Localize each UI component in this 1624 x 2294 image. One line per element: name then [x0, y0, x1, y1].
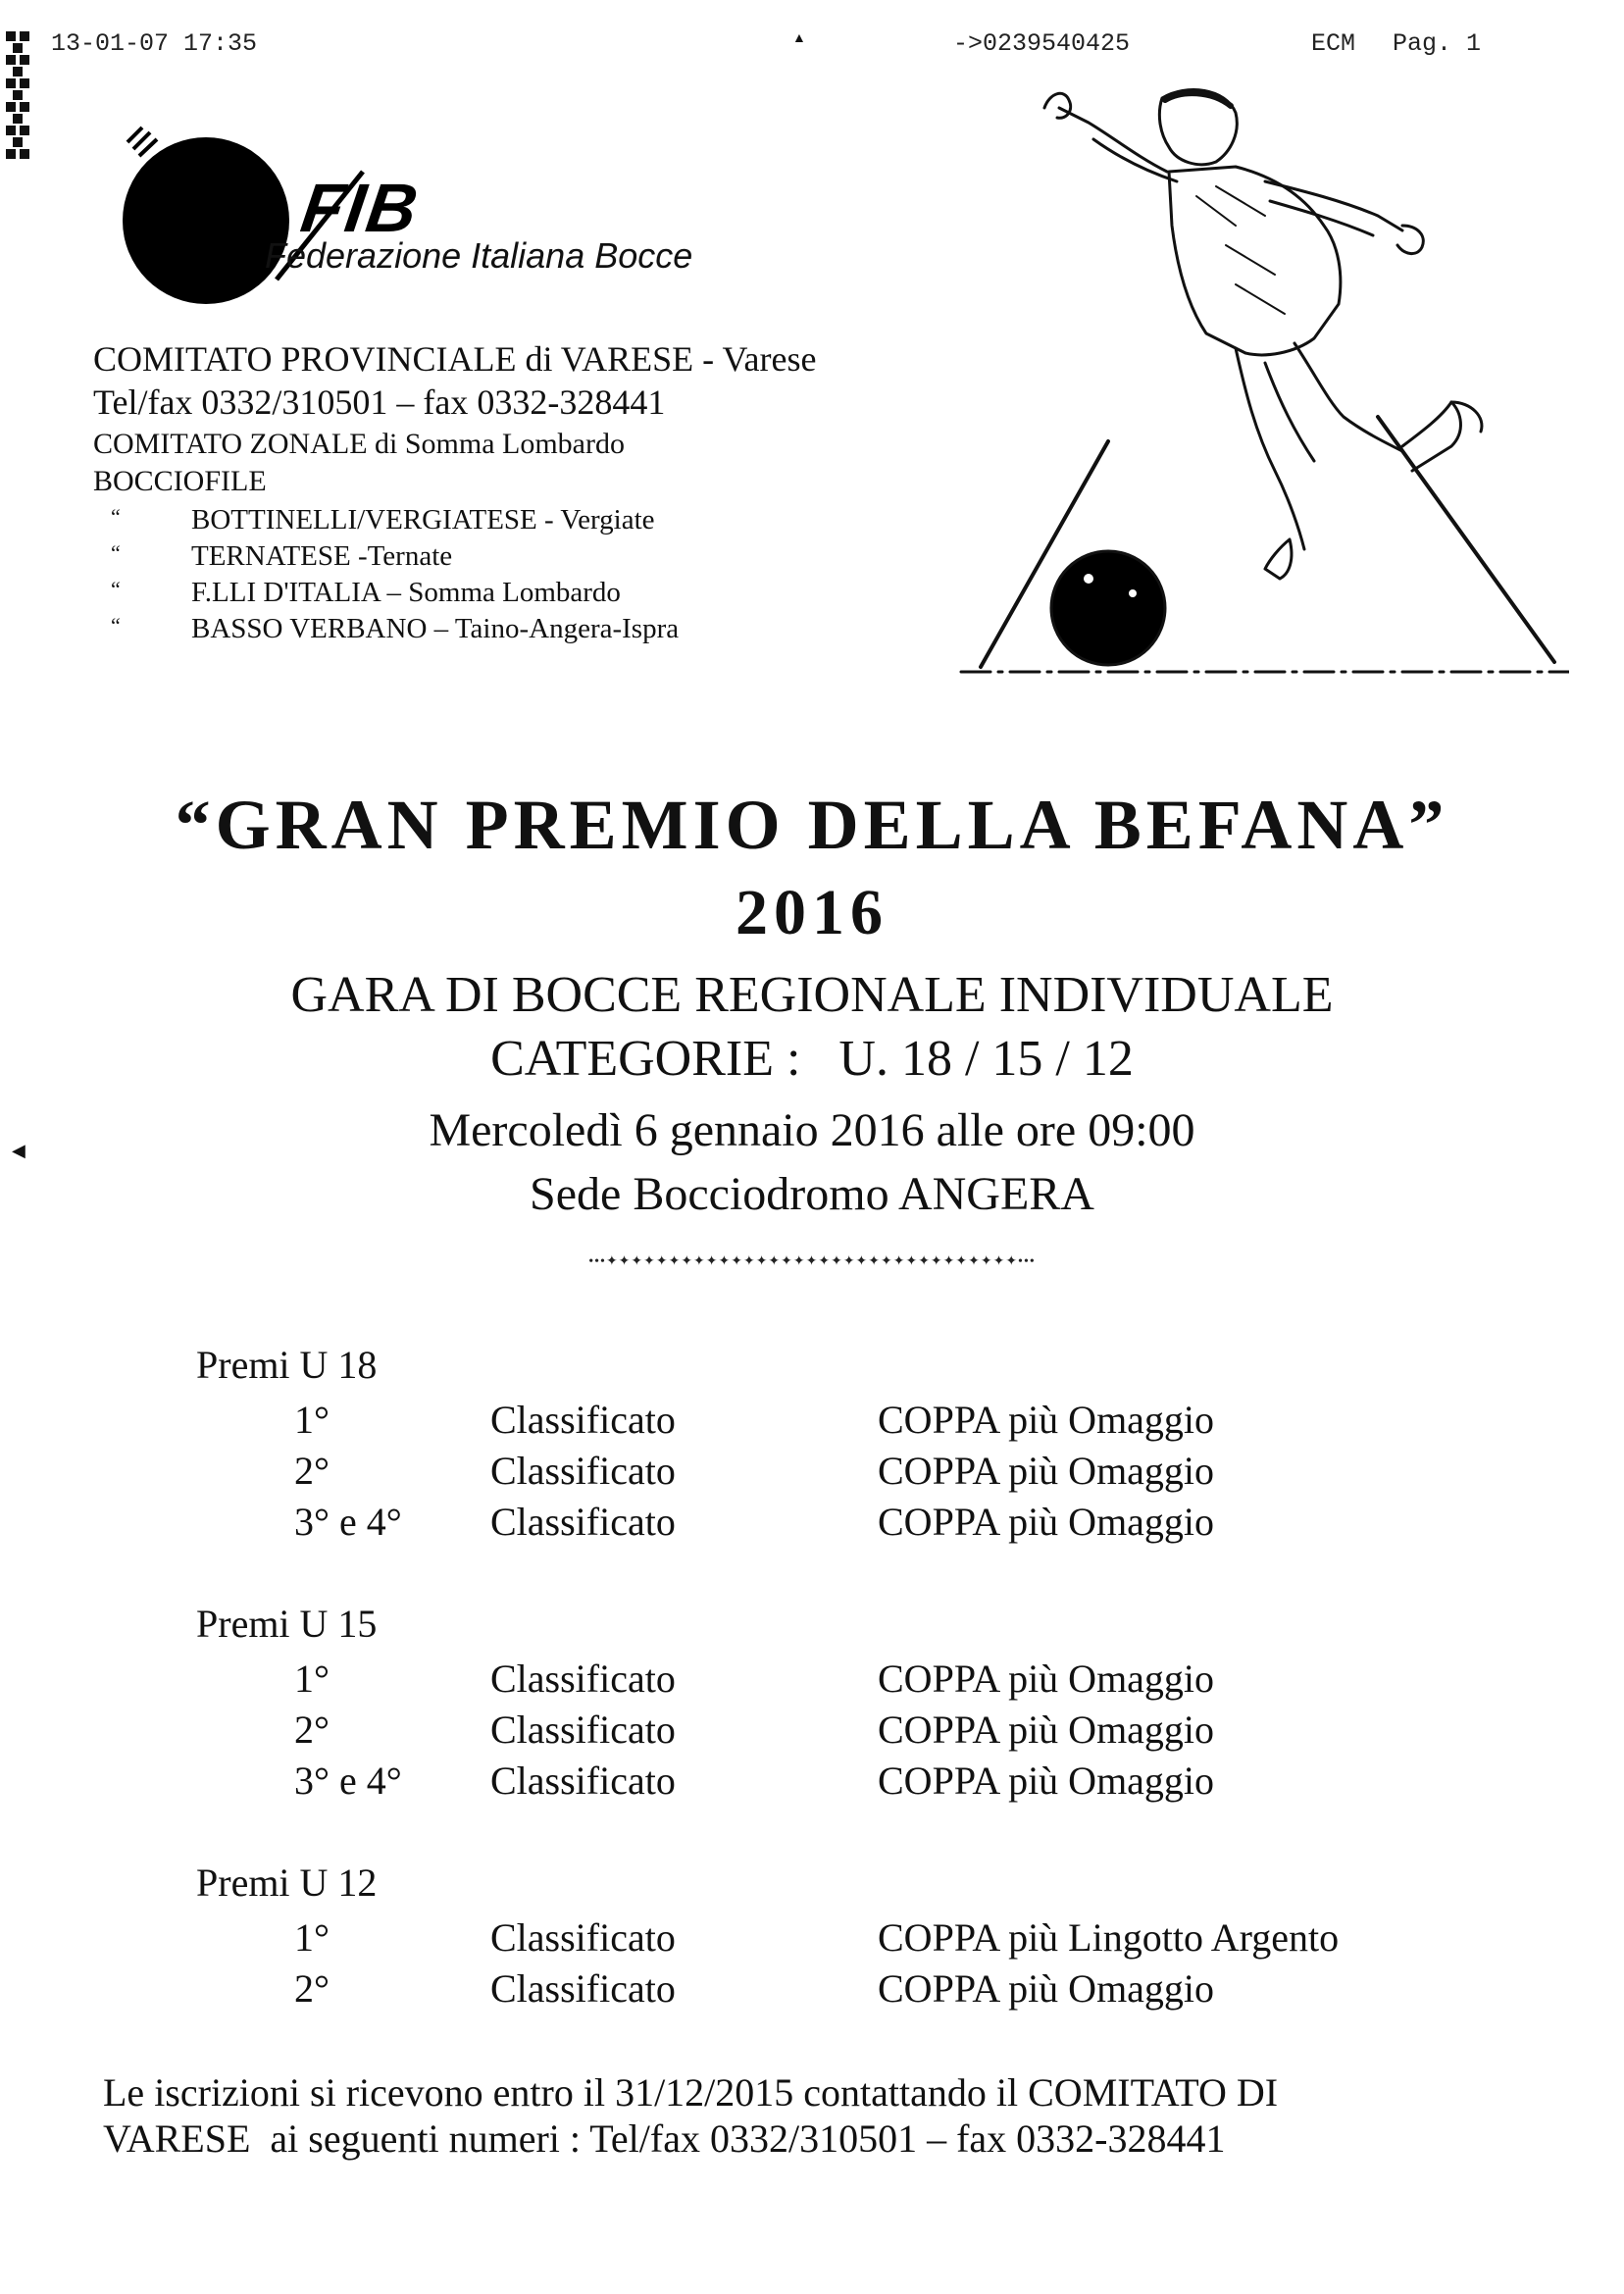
prize-award: COPPA più Omaggio	[878, 1966, 1215, 2011]
event-venue: Sede Bocciodromo ANGERA	[530, 1168, 1094, 1220]
registration-line-2: VARESE ai seguenti numeri : Tel/fax 0332/310501 – fax 0332-328441	[103, 2116, 1226, 2162]
bocce-ball-icon	[1051, 551, 1165, 665]
fax-marker-icon: ▲	[792, 31, 806, 46]
prize-row	[196, 1707, 1520, 1758]
club-item: “ BOTTINELLI/VERGIATESE - Vergiate	[111, 504, 655, 535]
event-date: Mercoledì 6 gennaio 2016 alle ore 09:00	[429, 1104, 1195, 1156]
prize-ranking-label: Classificato	[490, 1449, 676, 1493]
provincial-committee: COMITATO PROVINCIALE di VARESE - Varese	[93, 339, 817, 379]
prize-ranking-label: Classificato	[490, 1915, 676, 1960]
prize-ranking-label: Classificato	[490, 1500, 676, 1544]
committee-info	[93, 341, 816, 651]
ornamental-divider: •••✦✦✦✦✦✦✦✦✦✦✦✦✦✦✦✦✦✦✦✦✦✦✦✦✦✦✦✦✦✦✦✦✦•••	[588, 1254, 1036, 1269]
prize-position: 1°	[294, 1398, 330, 1442]
prize-row	[196, 1914, 1520, 1965]
prize-group-u12	[196, 1860, 1520, 2016]
club-item: “ TERNATESE -Ternate	[111, 540, 453, 572]
prize-ranking-label: Classificato	[490, 1708, 676, 1752]
prize-award: COPPA più Omaggio	[878, 1759, 1215, 1803]
fib-full-name: Federazione Italiana Bocce	[265, 235, 693, 276]
prize-award: COPPA più Omaggio	[878, 1500, 1215, 1544]
bocce-player-icon	[941, 78, 1569, 706]
prize-position: 2°	[294, 1708, 330, 1752]
prize-row	[196, 1656, 1520, 1707]
prize-ranking-label: Classificato	[490, 1759, 676, 1803]
prize-ranking-label: Classificato	[490, 1966, 676, 2011]
prize-position: 1°	[294, 1915, 330, 1960]
prize-award: COPPA più Omaggio	[878, 1449, 1215, 1493]
event-categories: CATEGORIE : U. 18 / 15 / 12	[490, 1031, 1134, 1087]
fib-acronym: FIB	[296, 170, 425, 246]
club-item: “ F.LLI D'ITALIA – Somma Lombardo	[111, 577, 621, 608]
registration-line-1: Le iscrizioni si ricevono entro il 31/12/2015 contattando il COMITATO DI	[103, 2070, 1279, 2115]
fib-ball-icon	[123, 137, 289, 304]
event-year: 2016	[736, 877, 888, 948]
prize-position: 3° e 4°	[294, 1759, 402, 1803]
zonal-committee: COMITATO ZONALE di Somma Lombardo	[93, 428, 625, 460]
committee-contacts: Tel/fax 0332/310501 – fax 0332-328441	[93, 382, 666, 422]
clubs-list	[93, 506, 816, 651]
prize-row	[196, 1448, 1520, 1499]
prize-award: COPPA più Omaggio	[878, 1657, 1215, 1701]
prize-group-u18	[196, 1342, 1520, 1550]
prize-position: 2°	[294, 1449, 330, 1493]
registration-note	[103, 2069, 1535, 2162]
club-item: “ BASSO VERBANO – Taino-Angera-Ispra	[111, 613, 680, 644]
prize-row	[196, 1965, 1520, 2016]
prize-heading: Premi U 15	[196, 1602, 378, 1646]
prize-heading: Premi U 18	[196, 1343, 378, 1387]
prize-position: 3° e 4°	[294, 1500, 402, 1544]
fax-side-marker-icon: ◀	[12, 1141, 25, 1160]
fax-checker-marks-icon	[0, 27, 45, 175]
prize-row	[196, 1397, 1520, 1448]
prize-award: COPPA più Omaggio	[878, 1708, 1215, 1752]
prize-group-u15	[196, 1601, 1520, 1809]
fib-logo-icon	[88, 118, 834, 314]
fax-station: ECM	[1311, 29, 1356, 58]
fax-page: Pag. 1	[1393, 29, 1482, 58]
prize-award: COPPA più Omaggio	[878, 1398, 1215, 1442]
prize-row	[196, 1499, 1520, 1550]
event-subtitle: GARA DI BOCCE REGIONALE INDIVIDUALE	[290, 967, 1334, 1023]
prize-award: COPPA più Lingotto Argento	[878, 1915, 1340, 1960]
prize-position: 1°	[294, 1657, 330, 1701]
prize-ranking-label: Classificato	[490, 1398, 676, 1442]
prize-ranking-label: Classificato	[490, 1657, 676, 1701]
event-title: “GRAN PREMIO DELLA BEFANA”	[175, 786, 1449, 864]
prize-position: 2°	[294, 1966, 330, 2011]
prize-row	[196, 1758, 1520, 1809]
prize-heading: Premi U 12	[196, 1861, 378, 1905]
fax-datetime: 13-01-07 17:35	[51, 29, 258, 58]
fax-number: ->0239540425	[953, 29, 1131, 58]
clubs-label: BOCCIOFILE	[93, 465, 267, 497]
